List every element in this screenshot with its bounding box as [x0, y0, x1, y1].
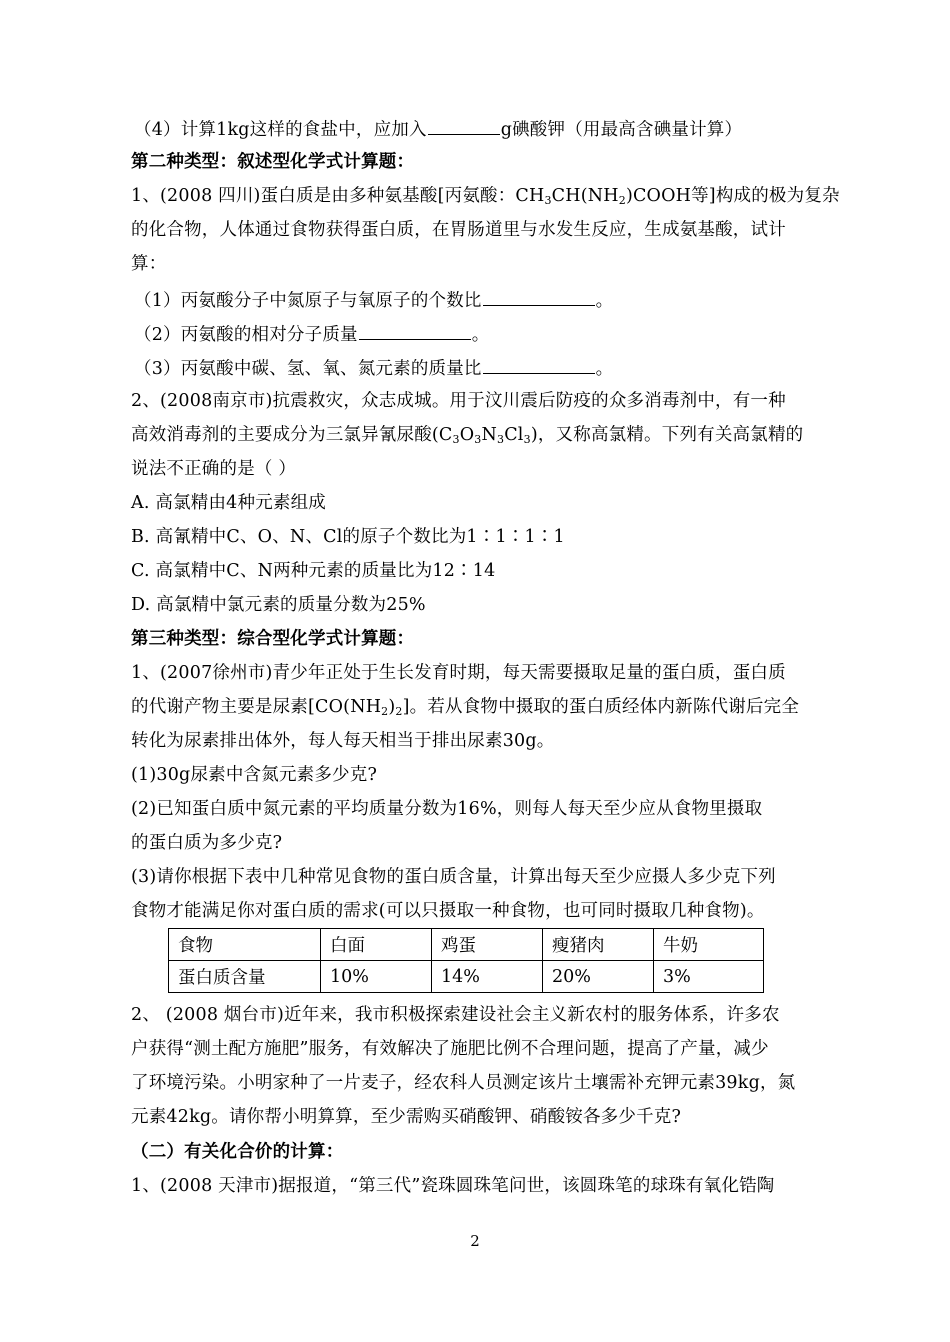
type2-q1-part2: （2）丙氨酸的相对分子质量 。 [134, 321, 489, 347]
table-cell: 白面 [321, 929, 432, 961]
question-4-line: （4）计算1kg这样的食盐中，应加入 g碘酸钾（用最高含碘量计算） [134, 116, 742, 142]
type2-q2-line2: 高效消毒剂的主要成分为三氯异氰尿酸$(C_3O_3N_3Cl_3)$，又称高氯精。下列有关高氯精的 [131, 425, 804, 446]
table-header-row [169, 929, 764, 961]
type3-heading: 第三种类型：综合型化学式计算题： [131, 629, 415, 649]
protein-content-table [168, 928, 764, 993]
type3-q1-part2-line2: 的蛋白质为多少克? [131, 833, 283, 853]
type2-q1-part1: （1）丙氨酸分子中氮原子与氧原子的个数比 。 [134, 287, 613, 313]
table-cell: 蛋白质含量 [169, 961, 321, 993]
type3-q2-line2: 户获得“测土配方施肥”服务，有效解决了施肥比例不合理问题，提高了产量，减少 [131, 1039, 769, 1059]
answer-blank[interactable] [483, 355, 595, 374]
type3-q2-line3: 了环境污染。小明家种了一片麦子，经农科人员测定该片土壤需补充钾元素39kg，氮 [131, 1073, 796, 1093]
option-b: B. 高氰精中C、O、N、Cl的原子个数比为1∶1∶1∶1 [131, 527, 565, 547]
table-cell: 食物 [169, 929, 321, 961]
table-cell: 14% [432, 961, 543, 993]
type2-q2-line1: 2、(2008南京市)抗震救灾，众志成城。用于汶川震后防疫的众多消毒剂中，有一种 [131, 391, 786, 411]
type2-q1-line2: 的化合物，人体通过食物获得蛋白质，在胃肠道里与水发生反应，生成氨基酸，试计 [131, 220, 786, 240]
table-row [169, 961, 764, 993]
answer-blank[interactable] [428, 116, 500, 135]
type3-q1-line1: 1、(2007徐州市)青少年正处于生长发育时期，每天需要摄取足量的蛋白质，蛋白质 [131, 663, 786, 683]
type3-q1-line3: 转化为尿素排出体外，每人每天相当于排出尿素30g。 [131, 731, 555, 751]
type2-q1-line3: 算： [131, 254, 167, 274]
section2-heading: （二）有关化合价的计算： [131, 1142, 344, 1162]
option-a: A. 高氯精由4种元素组成 [131, 493, 326, 513]
answer-blank[interactable] [359, 321, 471, 340]
page-number: 2 [470, 1232, 480, 1250]
type3-q1-part3-line2: 食物才能满足你对蛋白质的需求(可以只摄取一种食物，也可同时摄取几种食物)。 [131, 901, 765, 921]
type2-q2-line3: 说法不正确的是（ ） [131, 459, 297, 479]
type3-q1-part3-line1: (3)请你根据下表中几种常见食物的蛋白质含量，计算出每天至少应摄人多少克下列 [131, 867, 776, 887]
table-cell: 10% [321, 961, 432, 993]
type3-q1-part1: (1)30g尿素中含氮元素多少克? [131, 765, 378, 785]
type3-q2-line1: 2、 (2008 烟台市)近年来，我市积极探索建设社会主义新农村的服务体系，许多农 [131, 1005, 780, 1025]
type3-q1-part2-line1: (2)已知蛋白质中氮元素的平均质量分数为16%，则每人每天至少应从食物里摄取 [131, 799, 763, 819]
table-cell: 3% [654, 961, 764, 993]
table-cell: 牛奶 [654, 929, 764, 961]
option-d: D. 高氯精中氯元素的质量分数为25% [131, 595, 426, 615]
section2-q1-line1: 1、(2008 天津市)据报道，“第三代”瓷珠圆珠笔问世，该圆珠笔的球珠有氧化锆陶 [131, 1176, 775, 1196]
type2-heading: 第二种类型：叙述型化学式计算题： [131, 152, 415, 172]
answer-blank[interactable] [483, 287, 595, 306]
option-c: C. 高氯精中C、N两种元素的质量比为12∶14 [131, 561, 496, 581]
type3-q1-line2: 的代谢产物主要是尿素$[CO(NH_2)_2]$。若从食物中摄取的蛋白质经体内新陈代谢后完全 [131, 697, 800, 718]
type2-q1-part3: （3）丙氨酸中碳、氢、氧、氮元素的质量比 。 [134, 355, 613, 381]
type3-q2-line4: 元素42kg。请你帮小明算算，至少需购买硝酸钾、硝酸铵各多少千克? [131, 1107, 682, 1127]
table-cell: 瘦猪肉 [543, 929, 654, 961]
table-cell: 20% [543, 961, 654, 993]
table-cell: 鸡蛋 [432, 929, 543, 961]
type2-q1-line1: 1、(2008 四川)蛋白质是由多种氨基酸[丙氨酸：$CH_3CH(NH_2)COOH$等]构成的极为复杂 [131, 186, 840, 207]
